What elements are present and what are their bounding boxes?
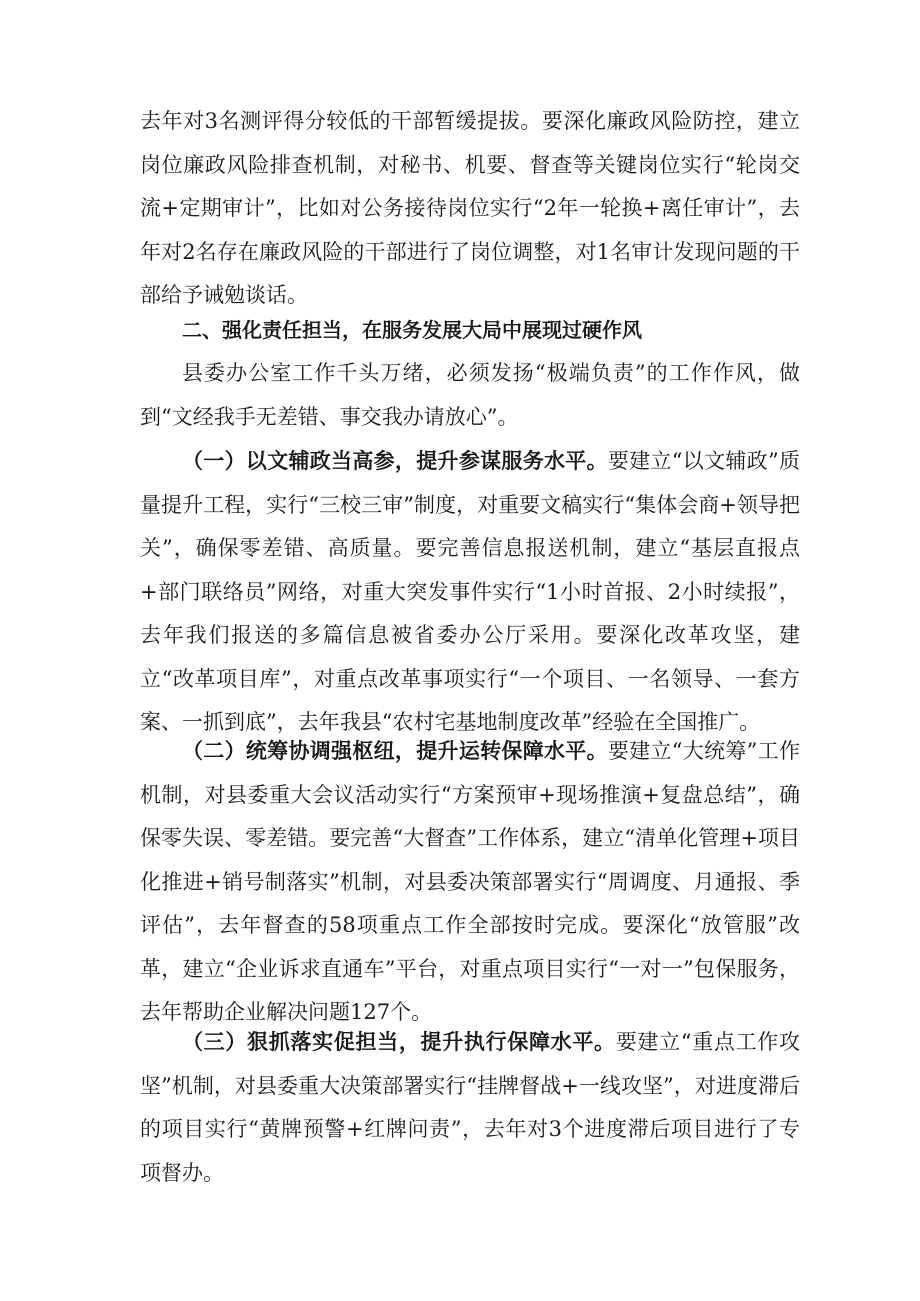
item-2-paragraph	[140, 730, 800, 1035]
item-1-lead: （一）以文辅政当高参，提升参谋服务水平。	[182, 449, 608, 473]
paragraph-text	[140, 1021, 800, 1195]
section-heading	[140, 309, 800, 353]
item-1-body: 要建立“以文辅政”质量提升工程，实行“三校三审”制度，对重要文稿实行“集体会商+领导把关”，确保零差错、高质量。要完善信息报送机制，建立“基层直报点+部门联络员”网络，对重大突发事件实行“1小时首报、2小时续报”，去年我们报送的多篇信息被省委办公厅采用。要深化改革攻坚，建立“改革项目库”，对重点改革事项实行“一个项目、一名领导、一套方案、一抓到底”，去年我县“农村宅基地制度改革”经验在全国推广。	[140, 449, 800, 734]
paragraph-continuation	[140, 100, 800, 318]
paragraph-text: 去年对3名测评得分较低的干部暂缓提拔。要深化廉政风险防控，建立岗位廉政风险排查机制，对秘书、机要、督查等关键岗位实行“轮岗交流+定期审计”，比如对公务接待岗位实行“2年一轮换+离任审计”，去年对2名存在廉政风险的干部进行了岗位调整，对1名审计发现问题的干部给予诫勉谈话。	[140, 109, 800, 307]
paragraph-text: 县委办公室工作千头万绪，必须发扬“极端负责”的工作作风，做到“文经我手无差错、事交我办请放心”。	[140, 361, 800, 429]
item-3-lead: （三）狠抓落实促担当，提升执行保障水平。	[182, 1030, 616, 1054]
section-heading-text: 二、强化责任担当，在服务发展大局中展现过硬作风	[182, 318, 642, 342]
item-2-body: 要建立“大统筹”工作机制，对县委重大会议活动实行“方案预审+现场推演+复盘总结”，确保零失误、零差错。要完善“大督查”工作体系，建立“清单化管理+项目化推进+销号制落实”机制，对县委决策部署实行“周调度、月通报、季评估”，去年督查的58项重点工作全部按时完成。要深化“放管服”改革，建立“企业诉求直通车”平台，对重点项目实行“一对一”包保服务，去年帮助企业解决问题127个。	[140, 739, 800, 1024]
paragraph-text	[140, 730, 800, 1035]
item-1-paragraph	[140, 440, 800, 745]
item-2-lead: （二）统筹协调强枢纽，提升运转保障水平。	[182, 739, 608, 763]
paragraph-text	[140, 440, 800, 745]
item-3-body: 要建立“重点工作攻坚”机制，对县委重大决策部署实行“挂牌督战+一线攻坚”，对进度滞后的项目实行“黄牌预警+红牌问责”，去年对3个进度滞后项目进行了专项督办。	[140, 1030, 800, 1185]
item-3-paragraph	[140, 1021, 800, 1195]
section-intro-paragraph	[140, 352, 800, 439]
